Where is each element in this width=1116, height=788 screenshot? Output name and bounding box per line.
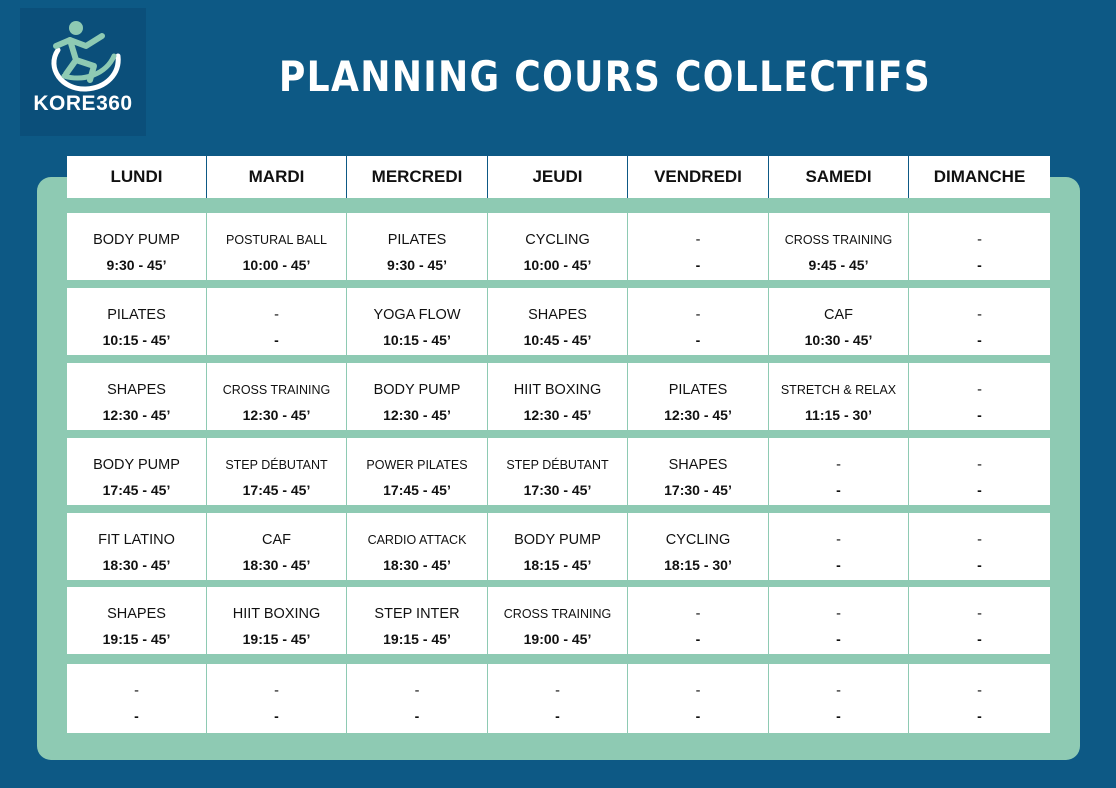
class-name: YOGA FLOW — [373, 307, 461, 323]
class-slot — [769, 363, 909, 430]
class-time: - — [274, 332, 279, 348]
class-slot — [347, 288, 488, 355]
class-name: PILATES — [668, 382, 728, 398]
class-name: BODY PUMP — [514, 532, 601, 548]
class-name: FIT LATINO — [98, 532, 175, 548]
runner-logo-icon — [36, 16, 128, 96]
class-slot — [488, 513, 628, 580]
class-time: 18:30 - 45’ — [242, 557, 311, 573]
class-slot — [909, 213, 1050, 280]
class-slot — [67, 513, 207, 580]
class-time: 12:30 - 45’ — [383, 407, 451, 423]
day-header-mercredi: MERCREDI — [347, 156, 488, 198]
class-name: - — [836, 683, 841, 699]
class-name: CYCLING — [665, 532, 731, 548]
schedule-row — [67, 587, 1050, 654]
class-time: 10:15 - 45’ — [102, 332, 171, 348]
schedule-row — [67, 363, 1050, 430]
class-slot — [909, 438, 1050, 505]
day-header-dimanche: DIMANCHE — [909, 156, 1050, 198]
class-slot — [347, 513, 488, 580]
class-time: 17:45 - 45’ — [102, 482, 171, 498]
class-time: 18:15 - 45’ — [523, 557, 592, 573]
class-slot — [67, 587, 207, 654]
class-time: - — [274, 708, 279, 724]
class-slot — [347, 587, 488, 654]
class-name: SHAPES — [107, 382, 166, 398]
class-slot — [207, 587, 347, 654]
class-name: - — [414, 683, 420, 699]
class-time: 17:30 - 45’ — [664, 482, 732, 498]
class-time: 10:00 - 45’ — [242, 257, 311, 273]
class-time: - — [836, 482, 841, 498]
day-header-samedi: SAMEDI — [769, 156, 909, 198]
class-name: - — [695, 307, 701, 323]
class-time: 12:30 - 45’ — [102, 407, 171, 423]
class-name: - — [695, 606, 701, 622]
class-slot — [628, 288, 769, 355]
day-header-mardi: MARDI — [207, 156, 347, 198]
class-slot — [628, 587, 769, 654]
class-name: STEP INTER — [374, 606, 460, 622]
class-name: - — [134, 683, 139, 699]
schedule-row — [67, 513, 1050, 580]
class-name: CAF — [824, 307, 853, 323]
class-name: - — [695, 683, 701, 699]
class-time: 12:30 - 45’ — [242, 407, 311, 423]
class-slot — [488, 213, 628, 280]
class-time: - — [555, 708, 560, 724]
class-slot — [347, 664, 488, 733]
class-slot — [347, 363, 488, 430]
class-slot — [909, 587, 1050, 654]
class-slot — [207, 438, 347, 505]
class-time: - — [977, 407, 982, 423]
class-slot — [769, 288, 909, 355]
class-time: 18:30 - 45’ — [102, 557, 171, 573]
class-slot — [628, 664, 769, 733]
class-slot — [769, 513, 909, 580]
class-time: - — [977, 557, 982, 573]
class-name: STRETCH & RELAX — [780, 383, 897, 397]
class-time: 9:30 - 45’ — [387, 257, 447, 273]
class-name: - — [695, 232, 701, 248]
class-time: - — [977, 482, 982, 498]
class-name: - — [977, 232, 982, 248]
class-time: 17:45 - 45’ — [383, 482, 451, 498]
brand-logo — [20, 8, 146, 136]
class-name: POWER PILATES — [366, 458, 468, 472]
class-time: - — [695, 708, 701, 724]
class-name: HIIT BOXING — [513, 382, 602, 398]
class-name: CROSS TRAINING — [222, 383, 331, 397]
class-slot — [769, 213, 909, 280]
class-slot — [488, 587, 628, 654]
class-slot — [488, 664, 628, 733]
class-slot — [207, 513, 347, 580]
day-header-lundi: LUNDI — [67, 156, 207, 198]
class-time: 17:30 - 45’ — [523, 482, 592, 498]
class-name: - — [977, 532, 982, 548]
class-slot — [67, 438, 207, 505]
class-slot — [909, 513, 1050, 580]
class-time: - — [977, 257, 982, 273]
class-name: - — [836, 606, 841, 622]
class-slot — [488, 288, 628, 355]
schedule-table — [67, 156, 1050, 736]
class-name: - — [836, 532, 841, 548]
class-slot — [909, 288, 1050, 355]
class-time: 12:30 - 45’ — [664, 407, 732, 423]
class-slot — [909, 363, 1050, 430]
class-time: 19:15 - 45’ — [383, 631, 451, 647]
class-name: CROSS TRAINING — [503, 607, 612, 621]
class-slot — [67, 664, 207, 733]
class-name: - — [977, 606, 982, 622]
class-name: BODY PUMP — [93, 457, 180, 473]
class-slot — [67, 363, 207, 430]
class-time: 19:15 - 45’ — [242, 631, 311, 647]
brand-name: KORE360 — [33, 92, 133, 115]
class-slot — [207, 363, 347, 430]
class-time: - — [836, 631, 841, 647]
class-time: 9:45 - 45’ — [808, 257, 869, 273]
class-time: 11:15 - 30’ — [805, 407, 872, 423]
class-time: 18:30 - 45’ — [383, 557, 451, 573]
class-slot — [67, 288, 207, 355]
class-name: SHAPES — [107, 606, 166, 622]
day-header-jeudi: JEUDI — [488, 156, 628, 198]
class-name: CARDIO ATTACK — [367, 533, 467, 547]
class-name: - — [977, 457, 982, 473]
class-time: - — [836, 557, 841, 573]
class-time: - — [836, 708, 841, 724]
class-name: - — [274, 307, 279, 323]
class-time: - — [134, 708, 139, 724]
class-name: POSTURAL BALL — [226, 233, 327, 247]
class-name: - — [274, 683, 279, 699]
class-name: STEP DÉBUTANT — [225, 458, 328, 472]
class-name: SHAPES — [528, 307, 587, 323]
class-time: 12:30 - 45’ — [523, 407, 592, 423]
class-slot — [628, 513, 769, 580]
class-name: HIIT BOXING — [232, 606, 321, 622]
class-name: - — [977, 382, 982, 398]
class-time: - — [977, 708, 982, 724]
class-name: CAF — [262, 532, 291, 548]
class-time: - — [414, 708, 420, 724]
class-name: PILATES — [387, 232, 447, 248]
class-slot — [347, 438, 488, 505]
class-name: CROSS TRAINING — [784, 233, 893, 247]
class-name: BODY PUMP — [93, 232, 180, 248]
class-slot — [628, 213, 769, 280]
class-time: 18:15 - 30’ — [664, 557, 732, 573]
class-name: - — [836, 457, 841, 473]
class-time: 17:45 - 45’ — [242, 482, 311, 498]
class-slot — [488, 438, 628, 505]
class-time: 9:30 - 45’ — [106, 257, 167, 273]
day-header-vendredi: VENDREDI — [628, 156, 769, 198]
class-name: - — [977, 307, 982, 323]
class-name: CYCLING — [525, 232, 590, 248]
class-time: 19:15 - 45’ — [102, 631, 171, 647]
day-header-row — [67, 156, 1050, 198]
page-title: PLANNING COURS COLLECTIFS — [278, 52, 932, 101]
class-name: PILATES — [107, 307, 166, 323]
class-slot — [207, 288, 347, 355]
schedule-row — [67, 438, 1050, 505]
class-slot — [347, 213, 488, 280]
class-slot — [628, 363, 769, 430]
class-slot — [488, 363, 628, 430]
class-slot — [769, 438, 909, 505]
class-time: 10:45 - 45’ — [523, 332, 592, 348]
class-slot — [769, 664, 909, 733]
schedule-row — [67, 288, 1050, 355]
class-name: - — [555, 683, 560, 699]
class-time: 19:00 - 45’ — [523, 631, 592, 647]
class-time: - — [695, 257, 701, 273]
class-slot — [207, 664, 347, 733]
class-time: 10:15 - 45’ — [383, 332, 451, 348]
class-time: - — [977, 631, 982, 647]
class-time: 10:00 - 45’ — [523, 257, 592, 273]
class-time: - — [695, 332, 701, 348]
class-slot — [769, 587, 909, 654]
class-name: SHAPES — [668, 457, 728, 473]
class-slot — [628, 438, 769, 505]
class-time: - — [977, 332, 982, 348]
class-name: BODY PUMP — [373, 382, 461, 398]
class-slot — [67, 213, 207, 280]
class-name: - — [977, 683, 982, 699]
class-name: STEP DÉBUTANT — [506, 458, 609, 472]
schedule-row — [67, 213, 1050, 280]
schedule-row — [67, 664, 1050, 733]
class-slot — [207, 213, 347, 280]
class-slot — [909, 664, 1050, 733]
class-time: - — [695, 631, 701, 647]
class-time: 10:30 - 45’ — [804, 332, 873, 348]
